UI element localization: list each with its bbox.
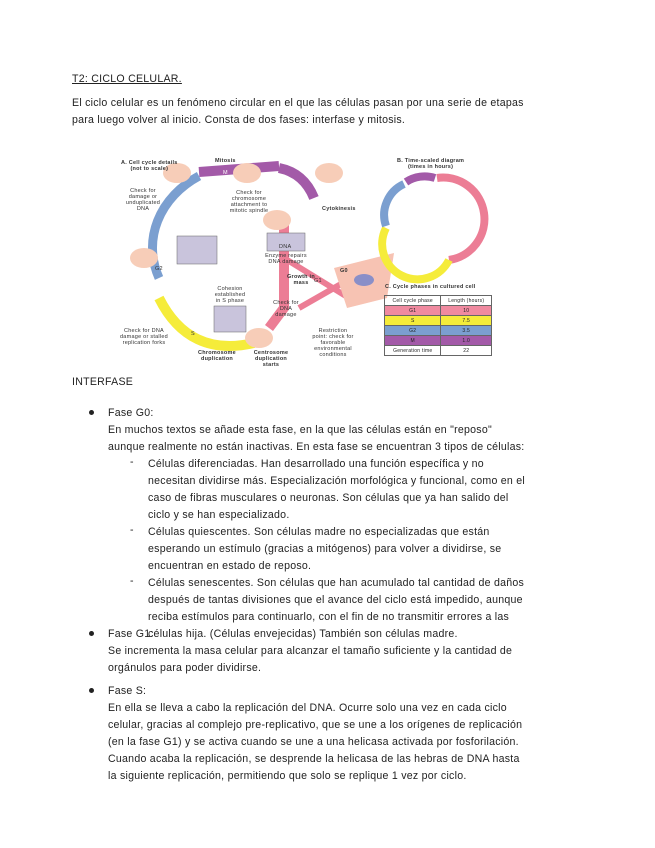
bullet-icon [89,631,94,636]
table-row: G2 3.5 [385,326,492,336]
check-dna-damage-label: Check for DNA damage [273,300,299,318]
cohesion-label: Cohesion established in S phase [214,286,246,304]
bullet-icon [89,688,94,693]
dna-sub-label: Enzyme repairs DNA damage [265,253,307,265]
table-row: S 7.5 [385,316,492,326]
text-line: En ella se lleva a cabo la replicación del DNA. Ocurre solo una vez en cada ciclo [108,702,507,714]
text-line: celular, gracias al complejo pre-replicativo, que se une a los orígenes de replicación [108,719,523,731]
mitosis-label: Mitosis [215,158,236,164]
section-heading: INTERFASE [72,376,134,388]
panel-c-title: C. Cycle phases in cultured cell [385,284,476,290]
table-row: G1 10 [385,306,492,316]
bullet-heading: Fase G1: [108,628,154,640]
chromosome-duplication-label: Chromosome duplication [198,350,236,362]
text-line: orgánulos para poder dividirse. [108,662,262,674]
text-line: aunque realmente no están inactivas. En esta fase se encuentran 3 tipos de células: [108,441,525,453]
bullet-icon [89,410,94,415]
g1-label: G1 [314,278,322,284]
text-line: (en la fase G1) y se activa cuando se une a una helicasa activada por fosforilación. [108,736,519,748]
intro-line: El ciclo celular es un fenómeno circular en el que las células pasan por una serie de etapas [72,97,524,109]
panel-b-title: B. Time-scaled diagram (times in hours) [397,158,465,170]
bullet-heading: Fase S: [108,685,147,697]
text-line: Se incrementa la masa celular para alcanzar el tamaño suficiente y la cantidad de [108,645,513,657]
list-item: - Células senescentes. Son células que han acumulado tal cantidad de daños después de tantas divisiones que el avance del ciclo está impedido, aunque reciba estímulos para continuarlo, con el fin de no transmitir errores a las células hija. (Células envejecidas) También son células madre. [130,575,525,640]
text-line: la siguiente replicación, permitiendo que solo se replique 1 vez por ciclo. [108,770,467,782]
bullet-heading: Fase G0: [108,407,154,419]
intro-line: para luego volver al inicio. Consta de dos fases: interfase y mitosis. [72,114,406,126]
list-item: - Células diferenciadas. Han desarrollado una función específica y no necesitan dividirse más. Especialización morfológica y funcional, como en el caso de fibras musculares o neuronas. Son células que ya han salido del ciclo y se han especializado. [130,456,526,521]
growth-label: Growth in mass [287,274,315,286]
table-row: Generation time 22 [385,346,492,356]
list-item: - Células quiescentes. Son células madre no especializadas que están esperando un estímulo (gracias a mitógenos) para volver a dividirse, se encuentran en estado de reposo. [130,524,502,572]
table-row: M 1.0 [385,336,492,346]
s-label: S [191,331,195,337]
cycle-phases-table [384,295,492,356]
check-chromosome-label: Check for chromosome attachment to mitotic spindle [229,190,269,214]
text-line: Cuando acaba la replicación, se desprende la helicasa de las hebras de DNA hasta [108,753,520,765]
table-header: Length (hours) [441,296,492,306]
restriction-point-label: Restriction point: check for favorable environmental conditions [312,328,354,358]
g2-label: G2 [155,266,163,272]
check-damage-label: Check for damage or unduplicated DNA [125,188,161,212]
table-header: Cell cycle phase [385,296,441,306]
dna-label: DNA [279,244,292,250]
centrosome-duplication-label: Centrosome duplication starts [253,350,289,368]
text-line: En muchos textos se añade esta fase, en la que las células están en "reposo" [108,424,492,436]
m-label: M [223,170,228,176]
g0-label: G0 [340,268,348,274]
panel-a-title: A. Cell cycle details (not to scale) [121,160,178,172]
page-title: T2: CICLO CELULAR. [72,73,182,85]
cytokinesis-label: Cytokinesis [322,206,356,212]
intro-paragraph [72,95,524,129]
check-stalled-label: Check for DNA damage or stalled replication forks [120,328,168,346]
